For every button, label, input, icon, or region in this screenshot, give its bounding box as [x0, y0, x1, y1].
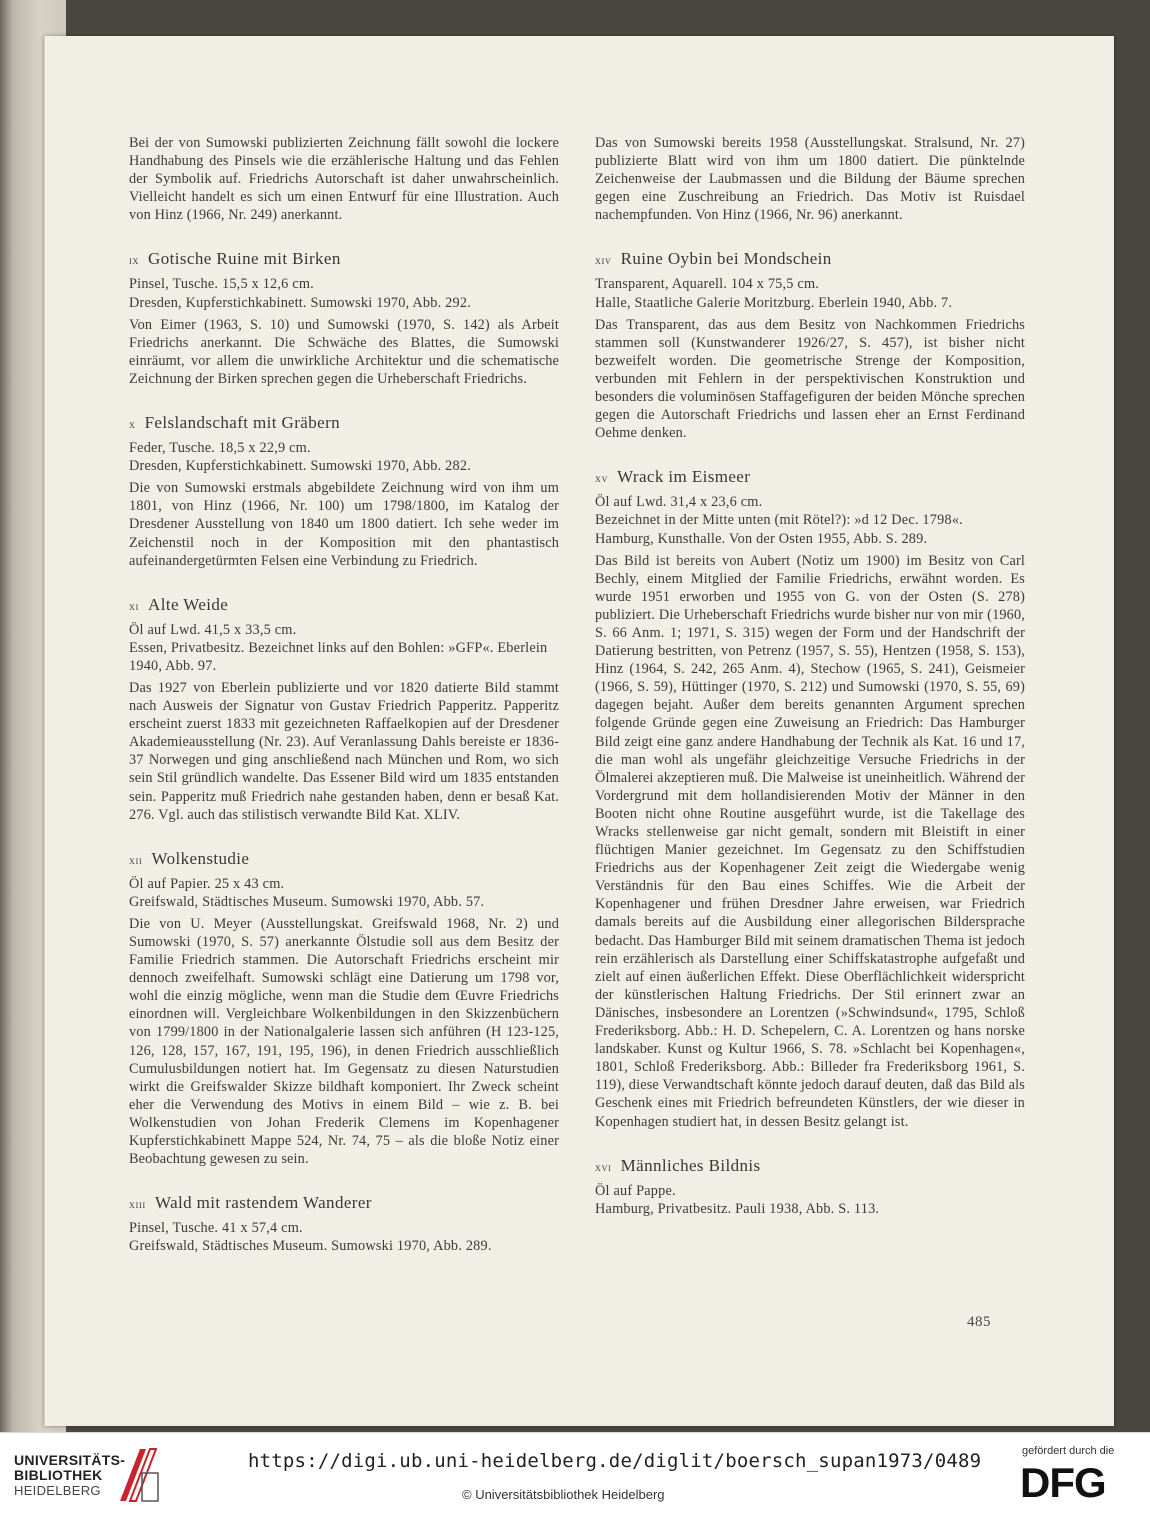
catalogue-meta-line: Essen, Privatbesitz. Bezeichnet links auf den Bohlen: »GFP«. Eberlein 1940, Abb. 97. [129, 639, 548, 674]
catalogue-meta-line: Transparent, Aquarell. 104 x 75,5 cm. [595, 276, 820, 293]
section-gap [129, 224, 559, 249]
viewer-footer [0, 1432, 1150, 1516]
catalogue-number: ix [129, 253, 140, 268]
library-name-line2: BIBLIOTHEK [14, 1467, 103, 1483]
catalogue-meta-line: Öl auf Pappe. [595, 1182, 676, 1199]
catalogue-title: Alte Weide [148, 594, 229, 614]
funded-by-label: gefördert durch die [1022, 1445, 1115, 1457]
catalogue-title: Wrack im Eismeer [617, 467, 751, 487]
library-name-line3: HEIDELBERG [14, 1483, 101, 1498]
left-column [129, 134, 559, 1255]
catalogue-meta-line: Bezeichnet in der Mitte unten (mit Rötel?): »d 12 Dec. 1798«. [595, 512, 963, 529]
catalogue-entry-text: Von Eimer (1963, S. 10) und Sumowski (1970, S. 142) als Arbeit Friedrichs anerkannt. Die Schwäche des Blattes, die Sumowski einräumt, vor allem die unwirkliche Architektur und die schematische Zeichnung der Birken sprechen gegen die Urheberschaft Friedrichs. [129, 316, 559, 387]
page-number: 485 [967, 1314, 991, 1330]
catalogue-entry-heading [595, 1156, 1025, 1176]
catalogue-meta-line: Halle, Staatliche Galerie Moritzburg. Eberlein 1940, Abb. 7. [595, 294, 953, 311]
dfg-logo[interactable]: DFG [1020, 1459, 1106, 1506]
section-gap [129, 1168, 559, 1193]
library-name-line1: UNIVERSITÄTS- [14, 1452, 126, 1468]
catalogue-meta-line: Greifswald, Städtisches Museum. Sumowski 1970, Abb. 57. [129, 893, 485, 910]
catalogue-meta-line: Feder, Tusche. 18,5 x 22,9 cm. [129, 440, 311, 457]
catalogue-title: Felslandschaft mit Gräbern [144, 413, 341, 433]
copyright-notice: © Universitätsbibliothek Heidelberg [462, 1487, 665, 1502]
catalogue-title: Gotische Ruine mit Birken [148, 249, 341, 269]
right-column [595, 134, 1025, 1218]
continued-text: Das von Sumowski bereits 1958 (Ausstellungskat. Stralsund, Nr. 27) publizierte Blatt wird von ihm um 1800 datiert. Die pünktelnde Zeichenweise der Laubmassen und die Bildung der Bäume sprechen gegen eine Zuschreibung an Friedrich. Das Motiv ist Ruisdael nachempfunden. Von Hinz (1966, Nr. 96) anerkannt. [595, 135, 1025, 224]
section-gap [595, 442, 1025, 467]
catalogue-entry-heading [595, 467, 1025, 487]
catalogue-entry-heading [129, 249, 559, 269]
catalogue-meta-line: Öl auf Papier. 25 x 43 cm. [129, 875, 285, 892]
catalogue-entry-text: Das Bild ist bereits von Aubert (Notiz um 1900) im Besitz von Carl Bechly, einem Mitglied der Familie Friedrichs, erwähnt worden. Es wurde 1951 erworben und 1955 von G. von der Osten (S. 278) publiziert. Die Urheberschaft Friedrichs wurde bisher nur von mir (1960, S. 66 Anm. 1; 1971, S. 315) wegen der Form und der Handschrift der Datierung bestritten, von Petrenz (1957, S. 55), Hentzen (1958, S. 153), Hinz (1964, S. 242, 265 Anm. 4), Stechow (1965, S. 241), Geismeier (1966, S. 59), Hüttinger (1970, S. 212) und Sumowski (1970, S. 55, 69) dagegen bejaht. Außer dem bereits genannten Argument sprechen folgende Gründe gegen eine Zuweisung an Friedrich: Das Hamburger Bild zeigt eine ganz andere Handhabung der Technik als Kat. 16 und 17, die man wohl als ungefähr gleichzeitige Versuche Friedrichs in der Ölmalerei akzeptieren muß. Die Malweise ist uneinheitlich. Während der Vordergrund mit dem hollandisierenden Motiv der Männer in den Booten nicht ohne Routine ausgeführt wurde, ist die Takellage des Wracks stellenweise gar nicht gemalt, sondern mit Bleistift in einer flüchtigen Manier gezeichnet. Im Gegensatz zu den Schiffstudien Friedrichs aus der Kopenhagener Zeit zeigt die Wiedergabe wenig Verständnis für den Bau eines Schiffes. Wie die Arbeit der Kopenhagener und frühen Dresdner Jahre erweisen, war Friedrich damals bereits auf die Ausbildung einer allegorischen Bildersprache bedacht. Das Hamburger Bild mit seinem dramatischen Thema ist jedoch rein erzählerisch als Darstellung einer Schiffskatastrophe aufgefaßt und zielt auf einen äußerlichen Effekt. Diese Oberflächlichkeit widerspricht der künstlerischen Haltung Friedrichs. Der Stil erinnert zwar an Dänisches, insbesondere an Lorentzen (»Schwindsund«, 1795, Schloß Frederiksborg. Abb.: H. D. Schepelern, C. A. Lorentzen og hans norske landskaber. Kunst og Kultur 1966, S. 78. »Schlacht bei Kopenhagen«, 1801, Schloß Frederiksborg. Abb.: Billeder fra Frederiksborg 1961, S. 119), diese Verwandtschaft könnte jedoch darauf deuten, daß das Bild als Geschenk eines mit Friedrich befreundeten Künstlers, der wie dieser in Kopenhagen studiert hat, in dessen Besitz gelangt ist. [595, 552, 1025, 1130]
catalogue-number: xii [129, 852, 143, 867]
catalogue-number: xiv [595, 253, 612, 268]
catalogue-meta-line: Öl auf Lwd. 31,4 x 23,6 cm. [595, 494, 763, 511]
catalogue-entry-text: Das Transparent, das aus dem Besitz von Nachkommen Friedrichs stammen soll (Kunstwanderer 1926/27, S. 457), ist bisher nicht bezweifelt worden. Die geometrische Strenge der Komposition, verbunden mit Fehlern in der perspektivischen Konstruktion und besonders die voluminösen Staffagefiguren der beiden Mönche sprechen gegen die Autorschaft Friedrichs und lassen eher an Ernst Ferdinand Oehme denken. [595, 316, 1025, 442]
catalogue-meta-line: Greifswald, Städtisches Museum. Sumowski 1970, Abb. 289. [129, 1238, 492, 1255]
catalogue-title: Wolkenstudie [151, 848, 250, 868]
catalogue-meta-line: Öl auf Lwd. 41,5 x 33,5 cm. [129, 621, 297, 638]
catalogue-number: xi [129, 598, 140, 613]
catalogue-entry-heading [129, 413, 559, 433]
library-logo-icon[interactable] [116, 1445, 160, 1505]
catalogue-title: Wald mit rastendem Wanderer [154, 1193, 372, 1213]
catalogue-meta-line: Pinsel, Tusche. 15,5 x 12,6 cm. [129, 276, 314, 293]
catalogue-entry-heading [595, 249, 1025, 269]
catalogue-entry-text: Die von Sumowski erstmals abgebildete Zeichnung wird von ihm um 1801, von Hinz (1966, Nr. 100) um 1798/1800, im Katalog der Dresdener Ausstellung von 1840 um 1800 datiert. Ich sehe weder im Zeichenstil noch in der Komposition mit den phantastisch aufeinandergetürmten Felsen eine Verbindung zu Friedrich. [129, 480, 559, 569]
catalogue-entry-text: Das 1927 von Eberlein publizierte und vor 1820 datierte Bild stammt nach Ausweis der Signatur von Gustav Friedrich Papperitz. Papperitz erscheint zuerst 1833 mit gezeichneten Raffaelkopien auf der Dresdener Akademieausstellung (Nr. 23). Auf Veranlassung Dahls bereiste er 1836-37 Norwegen und ging anschließend nach München und Rom, wo sich sein Stil gründlich wandelte. Das Essener Bild wird um 1835 entstanden sein. Papperitz muß Friedrich nahe gestanden haben, denn er besaß Kat. 276. Vgl. auch das stilistisch verwandte Bild Kat. XLIV. [129, 679, 559, 823]
catalogue-number: xiii [129, 1197, 146, 1212]
catalogue-number: x [129, 417, 136, 432]
catalogue-number: xvi [595, 1159, 612, 1174]
permalink-url[interactable]: https://digi.ub.uni-heidelberg.de/diglit/boersch_supan1973/0489 [248, 1450, 982, 1472]
catalogue-meta-line: Pinsel, Tusche. 41 x 57,4 cm. [129, 1220, 303, 1237]
continued-text: Bei der von Sumowski publizierten Zeichnung fällt sowohl die lockere Handhabung des Pinsels wie die erzählerische Haltung und das Fehlen der Symbolik auf. Friedrichs Autorschaft ist daher unwahrscheinlich. Vielleicht handelt es sich um einen Entwurf für eine Illustration. Auch von Hinz (1966, Nr. 249) anerkannt. [129, 135, 559, 224]
catalogue-entry-heading [129, 1193, 559, 1213]
section-gap [129, 824, 559, 849]
catalogue-entry-text: Die von U. Meyer (Ausstellungskat. Greifswald 1968, Nr. 2) und Sumowski (1970, S. 57) anerkannte Ölstudie soll aus dem Besitz der Familie Friedrich stammen. Die Autorschaft Friedrichs erscheint mir dennoch zweifelhaft. Sumowski schlägt eine Datierung um 1798 vor, wohl die einzig mögliche, wenn man die Studie dem Œuvre Friedrichs einordnen will. Vergleichbare Wolkenbildungen in den Skizzenbüchern von 1799/1800 in der Nationalgalerie lassen sich anführen (H 123-125, 126, 128, 157, 167, 191, 195, 196), in denen Friedrich ausschließlich Cumulusbildungen notiert hat. Im Gegensatz zu diesen Naturstudien wirkt die Greifswalder Skizze bildhaft komponiert. Ihr Zweck scheint eher die Verwendung des Motivs in einem Bild – wie z. B. bei Wolkenstudien von Johan Frederik Clemens im Kopenhagener Kupferstichkabinett Mappe 524, Nr. 74, 75 – als die bloße Notiz einer Beobachtung gewesen zu sein. [129, 915, 559, 1168]
section-gap [595, 1131, 1025, 1156]
catalogue-meta-line: Hamburg, Privatbesitz. Pauli 1938, Abb. S. 113. [595, 1200, 880, 1217]
library-name[interactable] [14, 1453, 125, 1498]
catalogue-title: Männliches Bildnis [620, 1155, 761, 1175]
catalogue-entry-heading [129, 595, 559, 615]
section-gap [129, 570, 559, 595]
section-gap [129, 388, 559, 413]
catalogue-meta-line: Hamburg, Kunsthalle. Von der Osten 1955, Abb. S. 289. [595, 530, 928, 547]
catalogue-meta-line: Dresden, Kupferstichkabinett. Sumowski 1970, Abb. 282. [129, 458, 471, 475]
catalogue-entry-heading [129, 849, 559, 869]
book-page [44, 36, 1114, 1426]
catalogue-number: xv [595, 471, 609, 486]
section-gap [595, 224, 1025, 249]
catalogue-meta-line: Dresden, Kupferstichkabinett. Sumowski 1970, Abb. 292. [129, 294, 471, 311]
catalogue-title: Ruine Oybin bei Mondschein [620, 249, 832, 269]
